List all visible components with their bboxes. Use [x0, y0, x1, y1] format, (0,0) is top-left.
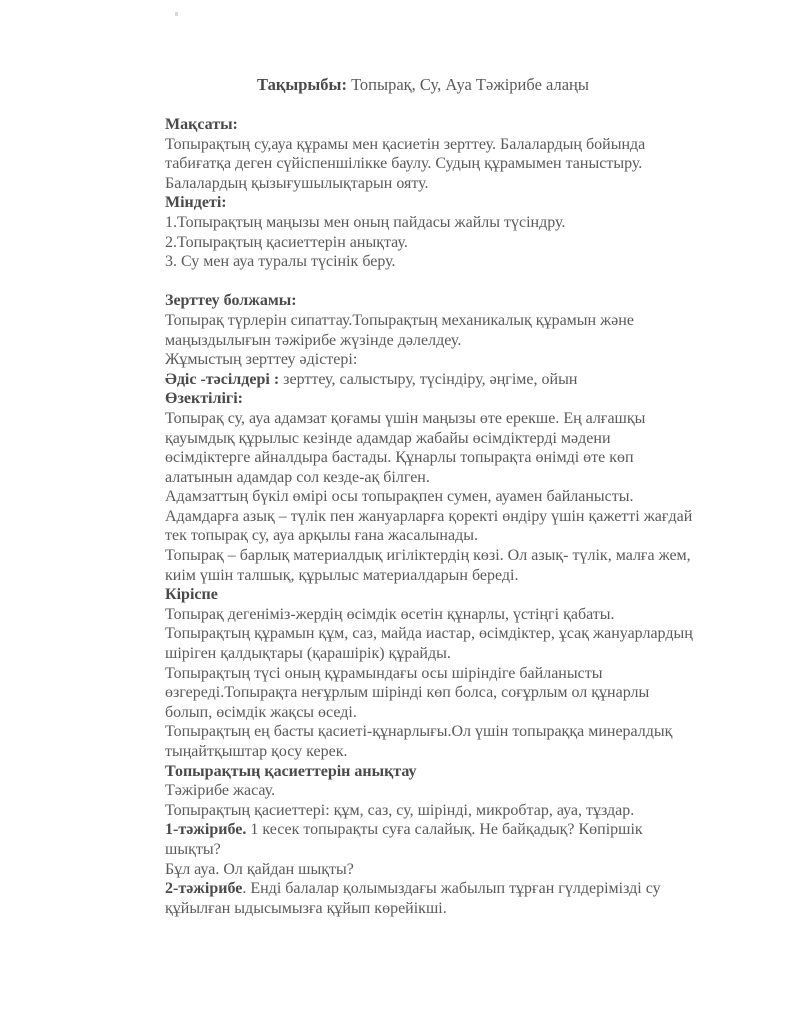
paragraph-line: шықты?	[165, 840, 221, 858]
paragraph-line: Бұл ауа. Ол қайдан шықты?	[165, 860, 354, 878]
paragraph-line: табиғатқа деген сүйіспеншілікке баулу. Судың құрамымен таныстыру.	[165, 155, 643, 173]
paragraph-line: Топырақтың ең басты қасиеті-құнарлығы.Ол үшін топыраққа минералдық	[165, 723, 673, 741]
experiment-1-text: 1 кесек топырақты суға салайық. Не байқадық? Көпіршік	[246, 821, 643, 839]
section-heading-qasietter: Топырақтың қасиеттерін анықтау	[165, 762, 417, 780]
paragraph-line: Топырақтың су,ауа құрамы мен қасиетін зерттеу. Балалардың бойында	[165, 135, 646, 153]
document-body	[165, 115, 765, 918]
experiment-2-label: 2-тәжірибе	[165, 880, 243, 898]
title-label: Тақырыбы:	[257, 75, 347, 94]
paragraph-line: киім үшін талшық, құрылыс материалдарын береді.	[165, 566, 519, 584]
methods-text: зерттеу, салыстыру, түсіндіру, әңгіме, ойын	[279, 370, 578, 388]
paragraph-line: қауымдық құрылыс кезінде адамдар жабайы өсімдіктерді мәдени	[165, 429, 611, 447]
paragraph-line: Топырақ дегеніміз-жердің өсімдік өсетін құнарлы, үстіңгі қабаты.	[165, 605, 615, 623]
paragraph-line: Тәжірибе жасау.	[165, 782, 276, 800]
paragraph-line: Адамдарға азық – түлік пен жануарларға қоректі өндіру үшін қажетті жағдай	[165, 507, 693, 525]
paragraph-line: Топырақ су, ауа адамзат қоғамы үшін маңызы өте ерекше. Ең алғашқы	[165, 409, 646, 427]
section-heading-mindeti: Міндеті:	[165, 194, 227, 212]
paragraph-line: өзгереді.Топырақта неғұрлым шірінді көп болса, соғұрлым ол құнарлы	[165, 684, 650, 702]
paragraph-line: Адамзаттың бүкіл өмірі осы топырақпен сумен, ауамен байланысты.	[165, 488, 634, 506]
section-heading-ozektiligi: Өзектілігі:	[165, 390, 243, 408]
paragraph-line: тыңайтқыштар қосу керек.	[165, 743, 348, 760]
paragraph-line: Топырақтың құрамын құм, саз, майда иастар, өсімдіктер, ұсақ жануарлардың	[165, 625, 693, 643]
experiment-1	[165, 820, 765, 840]
title-text: Топырақ, Су, Ауа Тәжірибе алаңы	[346, 75, 589, 94]
paragraph-line: шіріген қалдықтары (қарашірік) құрайды.	[165, 645, 451, 663]
paragraph-line: Топырақ түрлерін сипаттау.Топырақтың механикалық құрамын және	[165, 311, 634, 329]
methods-label: Әдіс -тәсілдері :	[165, 370, 280, 388]
section-heading-maqsaty: Мақсаты:	[165, 116, 238, 133]
paragraph-line: Жұмыстың зерттеу әдістері:	[165, 351, 358, 369]
paragraph-line: Топырақтың қасиеттері: құм, саз, су, шірінді, микробтар, ауа, тұздар.	[165, 801, 635, 819]
paragraph-line: Балалардың қызығушылықтарын ояту.	[165, 174, 429, 192]
experiment-2	[165, 879, 765, 899]
section-heading-bolzhamy: Зерттеу болжамы:	[165, 292, 297, 310]
paragraph-line: Топырақ – барлық материалдық игіліктердің көзі. Ол азық- түлік, малға жем,	[165, 547, 691, 565]
list-item: 1.Топырақтың маңызы мен оның пайдасы жайлы түсіндру.	[165, 213, 566, 231]
paragraph-line: Топырақтың түсі оның құрамындағы осы шіріндіге байланысты	[165, 664, 603, 682]
list-item: 3. Су мен ауа туралы түсінік беру.	[165, 253, 396, 271]
experiment-1-label: 1-тәжірибе.	[165, 821, 247, 839]
paragraph-line: болып, өсімдік жақсы өседі.	[165, 703, 357, 721]
paragraph-line: тек топырақ су, ауа арқылы ғана жасалынады.	[165, 527, 478, 545]
methods-line	[165, 370, 765, 390]
scan-speck	[175, 12, 178, 16]
list-item: 2.Топырақтың қасиеттерін анықтау.	[165, 233, 408, 251]
paragraph-line: маңыздылығын тәжірибе жүзінде дәлелдеу.	[165, 331, 462, 349]
paragraph-line: алатынын адамдар сол кезде-ақ білген.	[165, 468, 430, 486]
experiment-2-text: . Енді балалар қолымыздағы жабылып тұрған гүлдерімізді су	[242, 880, 661, 898]
spacer	[165, 272, 765, 292]
paragraph-line: құйылған ыдысымызға құйып көрейікші.	[165, 899, 447, 917]
section-heading-kirispe: Кіріспе	[165, 586, 218, 604]
document-title	[0, 75, 791, 95]
paragraph-line: өсімдіктерге айналдыра бастады. Құнарлы топырақта өнімді өте көп	[165, 449, 634, 467]
